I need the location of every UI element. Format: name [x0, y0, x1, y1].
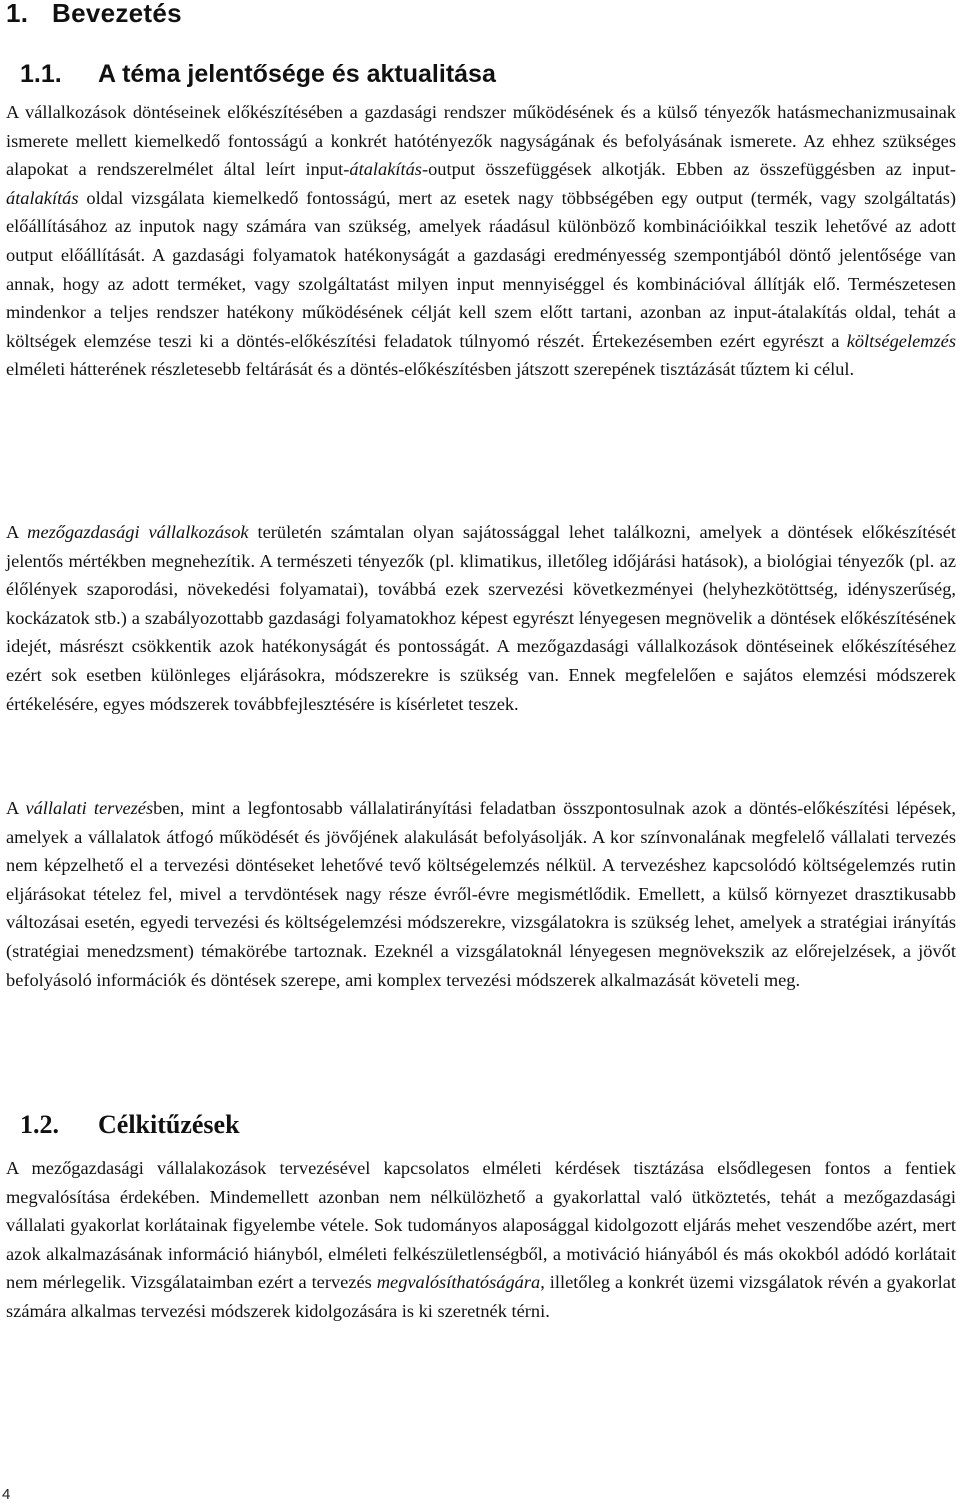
page-number: 4	[2, 1486, 11, 1503]
section-heading-1-2	[20, 1110, 240, 1140]
text-run: ben, mint a legfontosabb vállalatirányítási feladatban összpontosulnak azok a döntés-előkészítési lépések, amelyek a vállalatok átfogó működését és jövőjének alakulását befolyásolják. A kor színvonalának megfelelő vállalati tervezés nem képzelhető el a tervezési döntéseket lehetővé tevő költségelemzés nélkül. A tervezéshez kapcsolódó költségelemzés rutin eljárásokat tételez fel, mivel a tervdöntések nagy része évről-évre megismétlődik. Emellett, a külső környezet drasztikusabb változásai esetén, egyedi tervezési és költségelemzési módszerekre, vizsgálatokra is szükség lehet, amelyek a stratégiai irányítás (stratégiai menedzsment) témakörébe tartoznak. Ezeknél a vizsgálatoknál lényegesen megnövekszik az előrejelzések, a jövőt befolyásoló információk és döntések szerepe, ami komplex tervezési módszerek alkalmazását követeli meg.	[6, 798, 956, 990]
section-number: 1.2.	[20, 1110, 59, 1139]
italic-term: vállalati tervezés	[25, 798, 154, 818]
paragraph-4	[6, 1154, 956, 1326]
italic-term: megvalósíthatóságára	[376, 1272, 541, 1293]
text-run: -output összefüggések alkotják. Ebben az összefüggésben az input-	[421, 159, 956, 180]
text-run: területén számtalan olyan sajátossággal lehet találkozni, amelyek a döntések előkészítését jelentős mértékben megnehezítik. A természeti tényezők (pl. klimatikus, illetőleg időjárási hatások), a biológiai tényezők (pl. az élőlények szaporodási, növekedési folyamatai), továbbá ezek szervezési következményei (helyhezkötöttség, idényszerűség, kockázatok stb.) a szabályozottabb gazdasági folyamatokhoz képest egyrészt lényegesen megnövelik a döntések előkészítésének idejét, másrészt csökkentik azok hatékonyságát és pontosságát. A mezőgazdasági vállalkozások döntéseinek előkészítéséhez ezért sok esetben különleges eljárásokra, módszerekre is szükség van. Ennek megfelelően e sajátos elemzési módszerek értékelésére, egyes módszerek továbbfejlesztésére is kísérletet teszek.	[6, 522, 956, 714]
italic-term: átalakítás	[6, 187, 79, 208]
chapter-heading	[6, 0, 182, 29]
italic-term: költségelemzés	[846, 330, 956, 351]
italic-term: mezőgazdasági vállalkozások	[27, 522, 249, 542]
text-run: A	[6, 798, 26, 818]
section-title: A téma jelentősége és aktualitása	[98, 60, 496, 88]
text-run: A vállalkozások döntéseinek előkészítésében a gazdasági rendszer működésének és a külső tényezők hatásmechanizmusainak ismerete mellett kiemelkedő fontosságú a konkrét hatótényezők nagyságának és befolyásának ismerete. Az ehhez szükséges alapokat a rendszerelmélet által leírt input-	[6, 102, 956, 180]
chapter-title: Bevezetés	[52, 0, 182, 28]
paragraph-1	[6, 98, 956, 384]
chapter-number: 1.	[6, 0, 29, 28]
italic-term: átalakítás	[349, 159, 422, 180]
text-run: A	[6, 522, 28, 542]
section-title: Célkitűzések	[98, 1110, 240, 1139]
text-run: oldal vizsgálata kiemelkedő fontosságú, mert az esetek nagy többségében egy output (termék, vagy szolgáltatás) előállításához az inputok nagy számára van szükség, amelyek ráadásul különböző kombinációikkal teszik lehetővé az adott output előállítását. A gazdasági folyamatok hatékonyságát a gazdasági eredményesség szempontjából döntő jelentősége van annak, hogy az adott terméket, vagy szolgáltatást milyen input mennyiséggel és kombinációval állítják elő. Természetesen mindenkor a teljes rendszer hatékony működésének célját kell szem előtt tartani, azonban az input-átalakítás oldal, tehát a költségek elemzése teszi ki a döntés-előkészítési feladatok túlnyomó részét. Értekezésemben ezért egyrészt a	[6, 187, 956, 351]
section-heading-1-1	[20, 60, 496, 89]
text-run: elméleti hátterének részletesebb feltárását és a döntés-előkészítésben játszott szerepének tisztázását tűztem ki célul.	[6, 359, 855, 380]
text-run: , illetőleg a konkrét üzemi vizsgálatok révén a gyakorlat számára alkalmas tervezési módszerek kidolgozására is ki szeretnék térni.	[6, 1272, 957, 1321]
paragraph-2	[6, 518, 956, 718]
paragraph-3	[6, 794, 956, 994]
text-run: A mezőgazdasági vállalakozások tervezésével kapcsolatos elméleti kérdések tisztázása elsődlegesen fontos a fentiek megvalósítása érdekében. Mindemellett azonban nem nélkülözhető a gyakorlattal való ütköztetés, tehát a mezőgazdasági vállalati gyakorlat korlátainak figyelembe vétele. Sok tudományos alaposággal kidolgozott eljárás mehet veszendőbe azért, mert azok alkalmazásának információ hiányból, elméleti felkészületlenségből, a motiváció hiányából és más okokból adódó korlátait nem mérlegelik. Vizsgálataimban ezért a tervezés	[6, 1158, 956, 1293]
section-number: 1.1.	[20, 60, 62, 88]
